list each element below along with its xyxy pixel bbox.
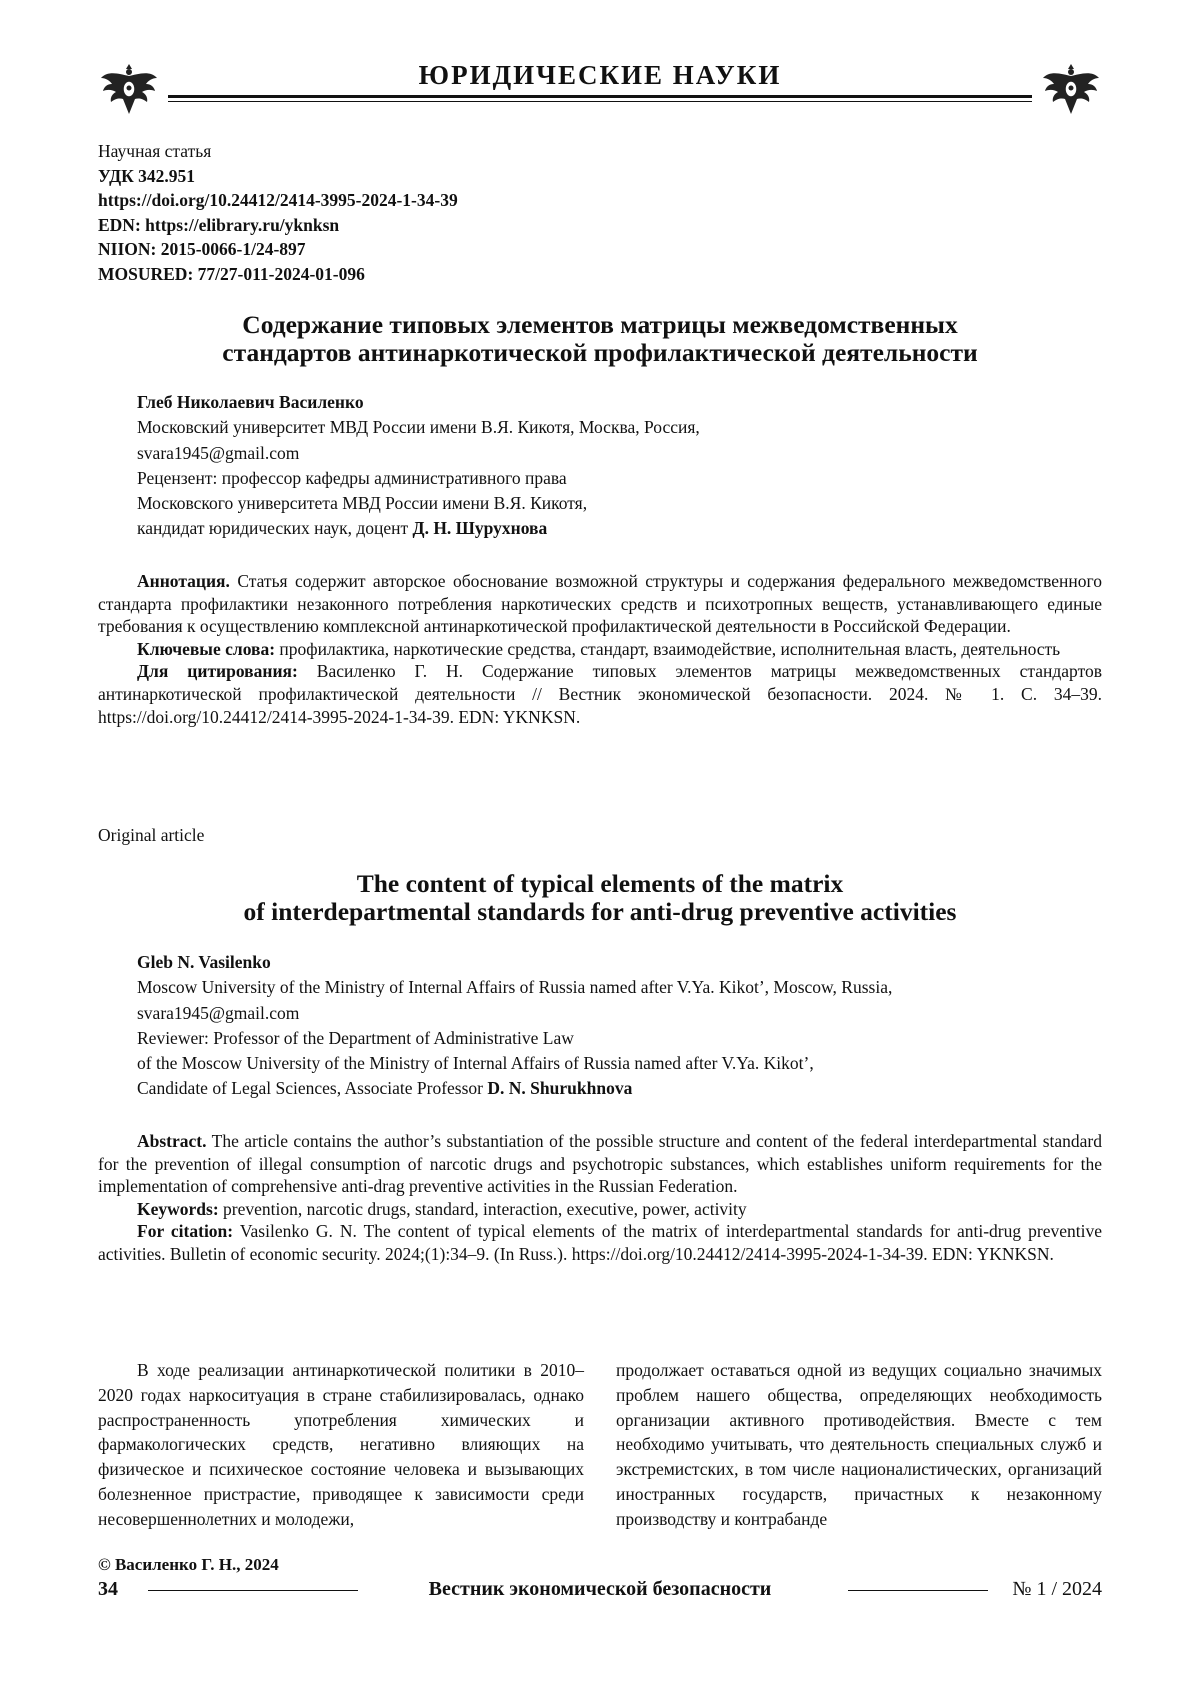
en-keywords-label: Keywords: bbox=[137, 1198, 219, 1219]
page-number: 34 bbox=[98, 1578, 118, 1600]
ru-abstract-block bbox=[98, 570, 1102, 728]
ru-reviewer-name: Д. Н. Шурухнова bbox=[412, 518, 548, 539]
ru-reviewer-line: Рецензент: профессор кафедры административного права bbox=[137, 467, 567, 488]
en-abstract-block bbox=[98, 1130, 1102, 1266]
ru-abstract-label: Аннотация. bbox=[137, 571, 230, 591]
en-article-title bbox=[98, 870, 1102, 926]
copyright-notice: © Василенко Г. Н., 2024 bbox=[98, 1555, 279, 1574]
running-header bbox=[98, 58, 1102, 120]
ru-keywords bbox=[98, 638, 1102, 661]
en-citation-text: Vasilenko G. N. The content of typical elements of the matrix of interdepartmental standards for anti-drug preventive activities. Bulletin of economic security. 2024;(1):34–9. (In Russ.). https://doi.org/10.24412/2414-3995-2024-1-34-39. EDN: YKNKSN. bbox=[98, 1221, 1102, 1264]
ru-author-name: Глеб Николаевич Василенко bbox=[137, 392, 364, 412]
en-title-line: The content of typical elements of the matrix bbox=[356, 869, 844, 898]
en-citation-label: For citation: bbox=[137, 1221, 234, 1242]
en-keywords bbox=[98, 1198, 1102, 1221]
ru-citation-label: Для цитирования: bbox=[137, 661, 298, 682]
ru-abstract bbox=[98, 570, 1102, 638]
ru-reviewer-degree: кандидат юридических наук, доцент bbox=[137, 518, 409, 539]
en-reviewer-line: of the Moscow University of the Ministry of Internal Affairs of Russia named after V.Ya. Kikot’, bbox=[137, 1053, 814, 1074]
issue-number: № 1 / 2024 bbox=[1012, 1578, 1102, 1600]
en-reviewer-degree: Candidate of Legal Sciences, Associate Professor bbox=[137, 1078, 484, 1099]
en-abstract-text: The article contains the author’s substantiation of the possible structure and content of the federal interdepartmental standard for the prevention of illegal consumption of narcotic drugs and psychotropic substances, which establishes uniform requirements for the implementation of comprehensive anti-drag preventive activities in the Russian Federation. bbox=[98, 1131, 1102, 1197]
niion-code: NIION: 2015-0066-1/24-897 bbox=[98, 239, 306, 260]
en-title-line: of interdepartmental standards for anti-drug preventive activities bbox=[243, 897, 957, 926]
ru-title-line: стандартов антинаркотической профилактической деятельности bbox=[222, 338, 978, 367]
doi-link[interactable]: https://doi.org/10.24412/2414-3995-2024-1-34-39 bbox=[98, 190, 458, 211]
en-author-name: Gleb N. Vasilenko bbox=[137, 952, 271, 972]
article-type: Научная статья bbox=[98, 141, 212, 161]
mosured-code: MOSURED: 77/27-011-2024-01-096 bbox=[98, 263, 365, 284]
ru-title-line: Содержание типовых элементов матрицы межведомственных bbox=[242, 310, 958, 339]
ru-keywords-label: Ключевые слова: bbox=[137, 638, 276, 659]
ru-article-title bbox=[98, 311, 1102, 367]
footer-rule bbox=[848, 1590, 988, 1591]
en-author-email[interactable]: svara1945@gmail.com bbox=[137, 1002, 300, 1023]
header-rule-thin bbox=[168, 101, 1032, 102]
en-keywords-text: prevention, narcotic drugs, standard, interaction, executive, power, activity bbox=[223, 1198, 747, 1219]
journal-title: Вестник экономической безопасности bbox=[428, 1578, 772, 1600]
en-affiliation: Moscow University of the Ministry of Internal Affairs of Russia named after V.Ya. Kikot’, Moscow, Russia, bbox=[137, 977, 893, 998]
body-paragraph: продолжает оставаться одной из ведущих социально значимых проблем нашего общества, определяющих необходимость организации активного противодействия. Вместе с тем необходимо учитывать, что деятельность специальных служб и экстремистских, в том числе националистических, организаций иностранных государств, причастных к незаконному производству и контрабанде bbox=[616, 1360, 1102, 1529]
body-column-left bbox=[98, 1358, 584, 1532]
ru-abstract-text: Статья содержит авторское обоснование возможной структуры и содержания федерального межведомственного стандарта профилактики незаконного потребления наркотических средств и психотропных веществ, устанавливающего единые требования к осуществлению комплексной антинаркотической профилактической деятельности в Российской Федерации. bbox=[98, 571, 1103, 637]
body-column-right bbox=[616, 1358, 1102, 1532]
en-reviewer-name: D. N. Shurukhnova bbox=[487, 1078, 633, 1099]
ru-keywords-text: профилактика, наркотические средства, стандарт, взаимодействие, исполнительная власть, деятельность bbox=[279, 638, 1061, 659]
en-author-block bbox=[137, 950, 892, 1102]
section-title: ЮРИДИЧЕСКИЕ НАУКИ bbox=[418, 60, 782, 90]
body-paragraph: В ходе реализации антинаркотической политики в 2010–2020 годах наркоситуация в стране стабилизировалась, однако распространенность употребления химических и фармакологических средств, негативно влияющих на физическое и психическое состояние человека и вызывающих болезненное пристрастие, приводящее к зависимости среди несовершеннолетних и молодежи, bbox=[98, 1360, 584, 1529]
eagle-emblem-icon bbox=[1040, 58, 1102, 120]
ru-affiliation: Московский университет МВД России имени В.Я. Кикотя, Москва, Россия, bbox=[137, 417, 700, 438]
ru-citation-text: Василенко Г. Н. Содержание типовых элементов матрицы межведомственных стандартов антинаркотической профилактической деятельности // Вестник экономической безопасности. 2024. № 1. С. 34–39. https://doi.org/10.24412/2414-3995-2024-1-34-39. EDN: YKNKSN. bbox=[98, 661, 1102, 727]
edn-link[interactable]: EDN: https://elibrary.ru/yknksn bbox=[98, 214, 340, 235]
ru-reviewer-line: Московского университета МВД России имени В.Я. Кикотя, bbox=[137, 493, 588, 514]
article-metadata bbox=[98, 139, 458, 287]
header-rule-thick bbox=[168, 95, 1032, 98]
en-abstract bbox=[98, 1130, 1102, 1198]
en-abstract-label: Abstract. bbox=[137, 1131, 207, 1151]
ru-reviewer-line bbox=[137, 516, 700, 541]
udc-code: УДК 342.951 bbox=[98, 165, 196, 186]
running-footer bbox=[98, 1578, 1102, 1608]
en-citation bbox=[98, 1220, 1102, 1265]
en-reviewer-line: Reviewer: Professor of the Department of Administrative Law bbox=[137, 1027, 574, 1048]
en-reviewer-line bbox=[137, 1076, 892, 1101]
ru-author-email[interactable]: svara1945@gmail.com bbox=[137, 442, 300, 463]
ru-author-block bbox=[137, 390, 700, 542]
en-article-type: Original article bbox=[98, 825, 205, 845]
ru-citation bbox=[98, 660, 1102, 728]
